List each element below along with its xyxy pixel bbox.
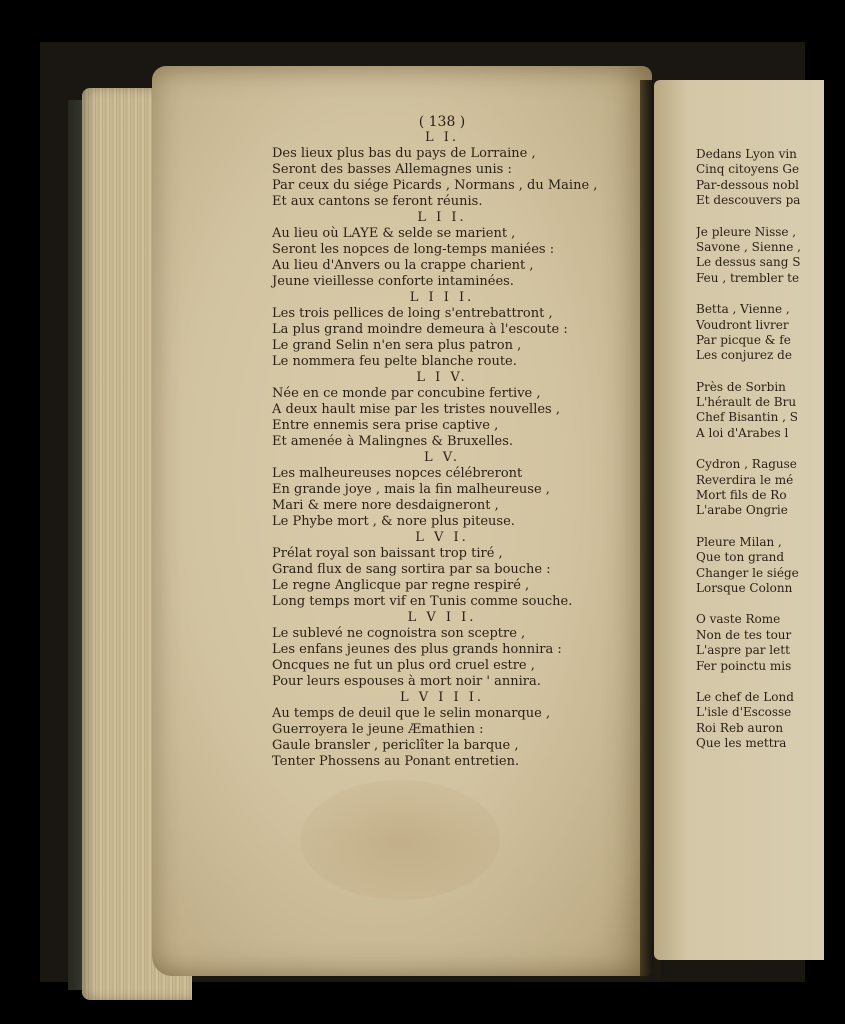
facing-verse-line: Non de tes tour: [696, 627, 792, 642]
quatrain-heading: L I I.: [417, 210, 467, 225]
facing-verse-line: Je pleure Nisse ,: [696, 224, 797, 239]
verse-line: Seront les nopces de long-temps maniées :: [272, 242, 555, 257]
verse-line: Les enfans jeunes des plus grands honnira :: [272, 642, 562, 657]
facing-verse-line: Reverdira le mé: [696, 472, 794, 487]
facing-verse-line: Roi Reb auron: [696, 720, 784, 735]
facing-verse-line: Et descouvers pa: [696, 193, 801, 208]
verse-line: Par ceux du siége Picards , Normans , du Maine ,: [272, 178, 598, 193]
verse-line: Des lieux plus bas du pays de Lorraine ,: [272, 146, 536, 161]
page-number: ( 138 ): [418, 114, 466, 130]
verse-line: La plus grand moindre demeura à l'escoute :: [272, 322, 568, 337]
quatrain-heading: L V I.: [415, 530, 469, 545]
quatrain-heading: L I V.: [416, 370, 468, 385]
verse-line: A deux hault mise par les tristes nouvelles ,: [272, 402, 560, 417]
quatrain-heading: L I.: [424, 130, 460, 145]
left-page-text: [272, 114, 652, 770]
verse-line: Entre ennemis sera prise captive ,: [272, 418, 499, 433]
facing-verse-line: Que ton grand: [696, 550, 785, 565]
stanza-gap: [696, 209, 845, 225]
verse-line: Les malheureuses nopces célébreront: [272, 466, 523, 481]
verse-line: Le Phybe mort , & nore plus piteuse.: [272, 514, 515, 529]
facing-verse-line: L'hérault de Bru: [696, 395, 797, 410]
verse-line: En grande joye , mais la fin malheureuse ,: [272, 482, 550, 497]
facing-verse-line: Près de Sorbin: [696, 379, 786, 394]
facing-verse-line: L'aspre par lett: [696, 643, 790, 658]
facing-verse-line: Mort fils de Ro: [696, 488, 787, 503]
verse-line: Le nommera feu pelte blanche route.: [272, 354, 517, 369]
quatrain-heading: L V.: [423, 450, 460, 465]
facing-verse-line: Que les mettra: [696, 736, 787, 751]
verse-line: Prélat royal son baissant trop tiré ,: [272, 546, 503, 561]
stanza-gap: [696, 364, 845, 380]
paper-stain: [300, 780, 500, 900]
stanza-gap: [696, 519, 845, 535]
verse-line: Gaule bransler , periclîter la barque ,: [272, 738, 519, 753]
facing-verse-line: Changer le siége: [696, 565, 799, 580]
quatrain-heading: L V I I I.: [399, 690, 485, 705]
verse-line: Au temps de deuil que le selin monarque ,: [272, 706, 551, 721]
verse-line: Pour leurs espouses à mort noir ' annira.: [272, 674, 541, 689]
stanza-gap: [696, 286, 845, 302]
verse-line: Le regne Anglicque par regne respiré ,: [272, 578, 530, 593]
facing-verse-line: Voudront livrer: [696, 317, 789, 332]
quatrain-heading: L V I I.: [407, 610, 477, 625]
verse-line: Le sublevé ne cognoistra son sceptre ,: [272, 626, 526, 641]
facing-verse-line: Lorsque Colonn: [696, 580, 793, 595]
facing-verse-line: A loi d'Arabes l: [696, 425, 789, 440]
facing-page-text: [696, 147, 845, 752]
verse-line: Long temps mort vif en Tunis comme souche.: [272, 594, 573, 609]
verse-line: Le grand Selin n'en sera plus patron ,: [272, 338, 522, 353]
verse-line: Guerroyera le jeune Æmathien :: [272, 722, 484, 737]
quatrain-heading: L I I I.: [409, 290, 475, 305]
facing-verse-line: Betta , Vienne ,: [696, 302, 790, 317]
verse-line: Grand flux de sang sortira par sa bouche :: [272, 562, 551, 577]
verse-line: Au lieu où LAYE & selde se marient ,: [272, 226, 516, 241]
verse-line: Et amenée à Malingnes & Bruxelles.: [272, 434, 514, 449]
facing-verse-line: Cinq citoyens Ge: [696, 162, 800, 177]
facing-verse-line: Fer poinctu mis: [696, 658, 792, 673]
facing-verse-line: Pleure Milan ,: [696, 534, 782, 549]
facing-verse-line: L'arabe Ongrie: [696, 503, 788, 518]
facing-verse-line: Les conjurez de: [696, 348, 792, 363]
stanza-gap: [696, 441, 845, 457]
facing-verse-line: Le dessus sang S: [696, 255, 801, 270]
stanza-gap: [696, 596, 845, 612]
facing-verse-line: O vaste Rome: [696, 612, 781, 627]
facing-verse-line: Feu , trembler te: [696, 270, 800, 285]
verse-line: Oncques ne fut un plus ord cruel estre ,: [272, 658, 535, 673]
facing-verse-line: Savone , Sienne ,: [696, 239, 801, 254]
facing-verse-line: L'isle d'Escosse: [696, 705, 792, 720]
verse-line: Et aux cantons se feront réunis.: [272, 194, 483, 209]
verse-line: Jeune vieillesse conforte intaminées.: [272, 274, 514, 289]
verse-line: Tenter Phossens au Ponant entretien.: [272, 754, 520, 769]
facing-verse-line: Par picque & fe: [696, 332, 791, 347]
verse-line: Mari & mere nore desdaigneront ,: [272, 498, 499, 513]
stanza-gap: [696, 674, 845, 690]
verse-line: Née en ce monde par concubine fertive ,: [272, 386, 541, 401]
quatrain-list: [272, 130, 652, 770]
verse-line: Au lieu d'Anvers ou la crappe charient ,: [272, 258, 534, 273]
verse-line: Les trois pellices de loing s'entrebattront ,: [272, 306, 553, 321]
facing-verse-line: Dedans Lyon vin: [696, 147, 797, 161]
facing-verse-line: Chef Bisantin , S: [696, 410, 799, 425]
facing-verse-line: Le chef de Lond: [696, 689, 794, 704]
facing-verse-line: Par-dessous nobl: [696, 177, 799, 192]
facing-verse-line: Cydron , Raguse: [696, 457, 797, 472]
verse-line: Seront des basses Allemagnes unis :: [272, 162, 512, 177]
